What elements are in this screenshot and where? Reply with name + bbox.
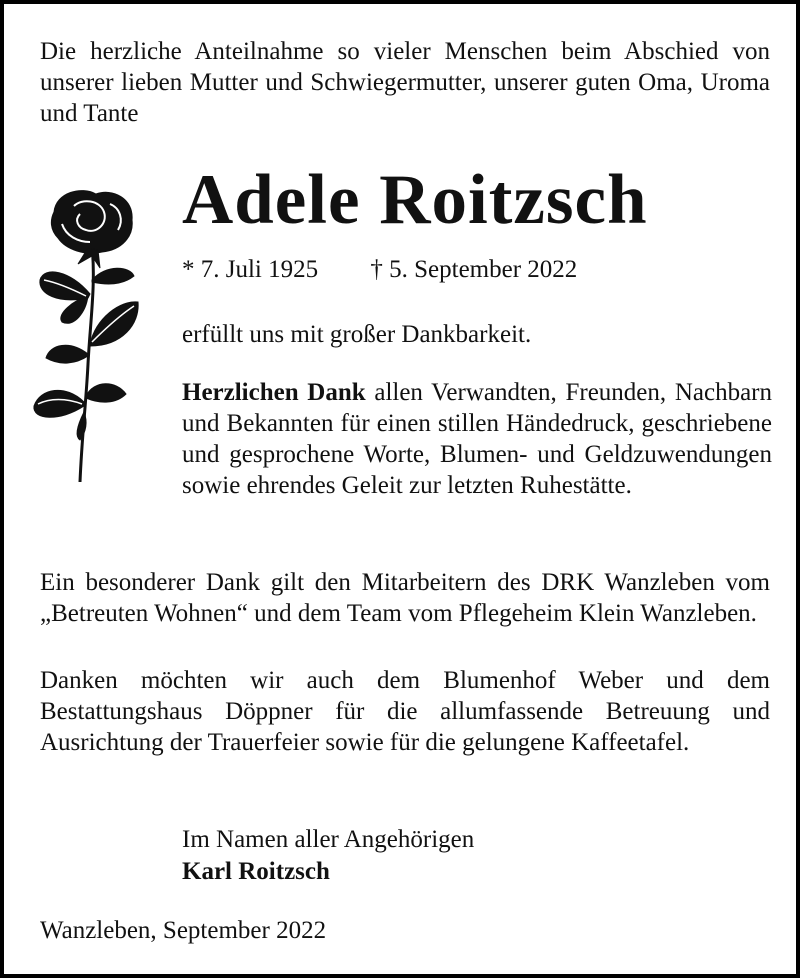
thanks-body: allen Verwandten, Freunden, Nachbarn und Bekannten für einen stillen Händedruck, geschriebene und gesprochene Worte, Blumen- und Geldzuwendungen sowie ehrendes Geleit zur letzten Ruhestätte. xyxy=(182,379,772,499)
special-thanks-paragraph: Ein besonderer Dank gilt den Mitarbeitern des DRK Wanzleben vom „Betreuten Wohnen“ und dem Team vom Pflegeheim Klein Wanzleben. xyxy=(40,569,770,627)
thanks-lead: Herzlichen Dank xyxy=(182,379,366,406)
gratitude-text: erfüllt uns mit großer Dankbarkeit. xyxy=(182,321,532,348)
signature-name: Karl Roitzsch xyxy=(182,858,330,885)
additional-thanks-paragraph: Danken möchten wir auch dem Blumenhof Weber und dem Bestattungshaus Döppner für die allumfassende Betreuung und Ausrichtung der Trauerfeier sowie für die gelungene Kaffeetafel. xyxy=(40,667,770,756)
place-date: Wanzleben, September 2022 xyxy=(40,917,327,944)
life-dates xyxy=(182,254,577,285)
signature-line: Im Namen aller Angehörigen xyxy=(182,826,475,853)
deceased-name: Adele Roitzsch xyxy=(182,161,648,239)
thanks-paragraph xyxy=(182,377,772,501)
death-date: † 5. September 2022 xyxy=(370,256,578,283)
birth-date: * 7. Juli 1925 xyxy=(182,256,319,283)
intro-text: Die herzliche Anteilnahme so vieler Menschen beim Abschied von unserer lieben Mutter und Schwiegermutter, unserer guten Oma, Uroma und Tante xyxy=(40,38,770,127)
rose-icon xyxy=(30,184,148,484)
